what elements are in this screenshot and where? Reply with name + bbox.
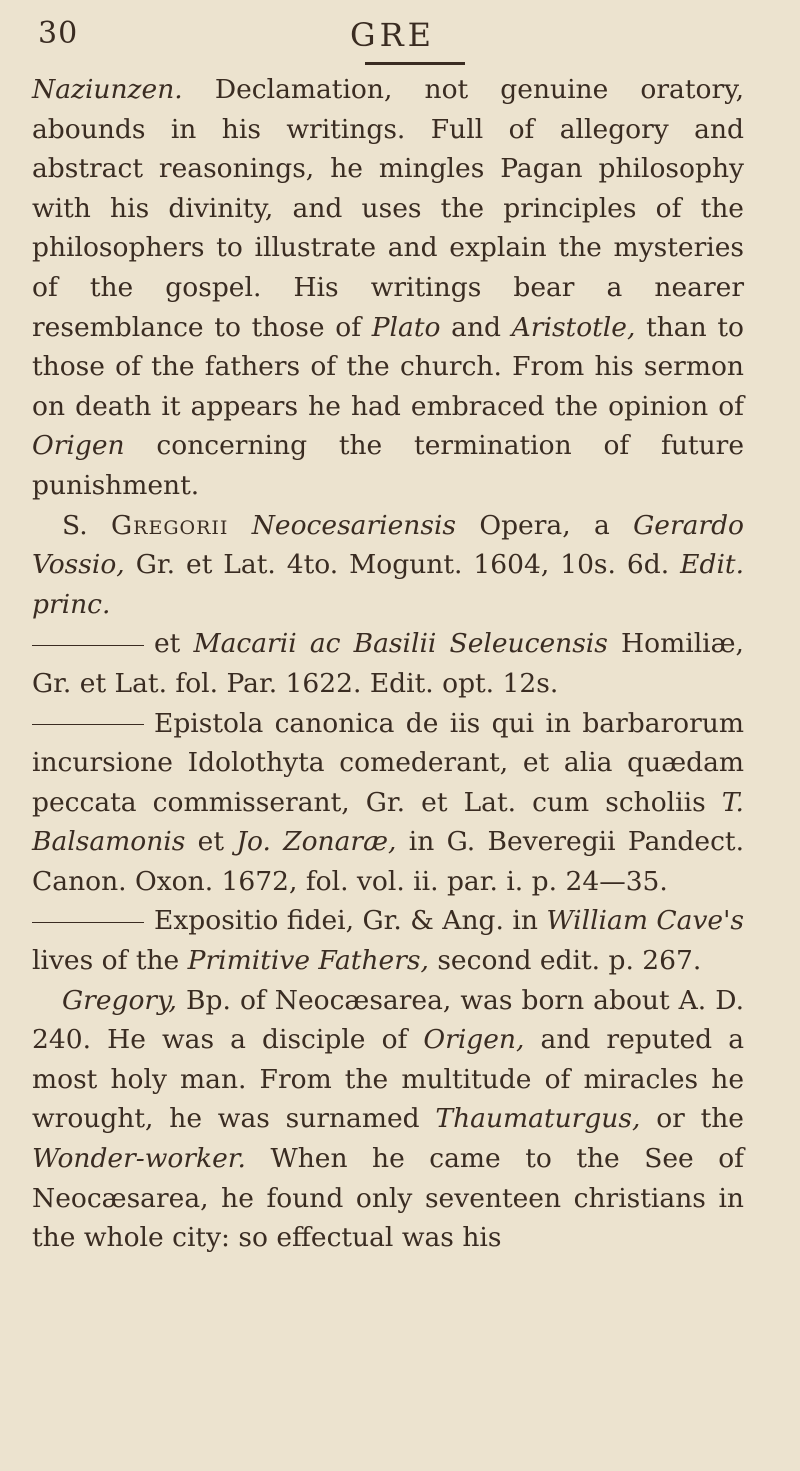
paragraph-p2 (32, 506, 744, 625)
text-segment: Gregorii (110, 509, 229, 541)
paragraph-p3 (32, 624, 744, 703)
page-header (32, 12, 744, 70)
text-segment: second edit. p. 267. (428, 945, 702, 977)
text-segment: T. Balsamonis (32, 786, 744, 858)
text-segment: Expositio fidei, Gr. & Ang. in (154, 905, 547, 937)
text-segment: When he came to the See of Neocæsarea, he found only seventeen christians in the whole city: so effectual was his (32, 1143, 744, 1254)
text-segment: William Cave's (546, 905, 745, 937)
ditto-dash (32, 645, 144, 646)
ditto-dash (32, 922, 144, 923)
running-title: GRE (350, 16, 436, 54)
text-segment: or the (640, 1103, 744, 1135)
text-segment: Plato (371, 311, 441, 343)
text-segment: et (154, 628, 194, 660)
ditto-dash (32, 724, 144, 725)
text-segment: lives of the (32, 945, 188, 977)
text-segment: Primitive Fathers, (187, 945, 429, 977)
text-segment: Aristotle, (511, 311, 636, 343)
text-segment: Declamation, not genuine oratory, abounds in his writings. Full of allegory and abstract reasonings, he mingles Pagan philosophy with his divinity, and uses the principles of the philosophers to illustrate and explain the mysteries of the gospel. His writings bear a nearer resemblance to those of (32, 74, 744, 343)
paragraph-p6 (32, 981, 744, 1258)
paragraph-p4 (32, 704, 744, 902)
text-segment: concerning the termination of future punishment. (32, 430, 744, 501)
text-segment: Gregory, (62, 984, 177, 1016)
text-segment: Origen (32, 430, 125, 462)
header-rule (365, 62, 465, 65)
body-text (32, 70, 744, 1258)
paragraph-p1 (32, 70, 744, 506)
text-segment: et (185, 826, 237, 858)
text-segment: and reputed a most holy man. From the multitude of miracles he wrought, he was surnamed (32, 1024, 744, 1135)
text-segment: Macarii ac Basilii Seleucensis (193, 628, 608, 660)
text-segment: and (440, 311, 512, 343)
text-segment: Neocesariensis (251, 509, 457, 541)
text-segment: S. (62, 509, 111, 541)
page-number: 30 (38, 16, 79, 51)
text-segment: than to those of the fathers of the church. From his sermon on death it appears he had embraced the opinion of (32, 311, 744, 422)
text-segment: Naziunzen. (32, 74, 183, 105)
text-segment: Epistola canonica de iis qui in barbarorum incursione Idolothyta comederant, et alia quædam peccata commisserant, Gr. et Lat. cum scholiis (32, 707, 744, 818)
text-segment: Thaumaturgus, (435, 1103, 641, 1135)
text-segment: Bp. of Neocæsarea, was born about A. D. 240. He was a disciple of (32, 984, 744, 1056)
text-segment: Homiliæ, Gr. et Lat. fol. Par. 1622. Edit. opt. 12s. (32, 628, 744, 699)
text-segment: Opera, a (456, 509, 634, 541)
text-segment: Jo. Zonaræ, (236, 826, 397, 858)
text-segment: Gr. et Lat. 4to. Mogunt. 1604, 10s. 6d. (124, 549, 681, 581)
text-segment: Gerardo Vossio, (32, 509, 744, 581)
text-segment: in G. Beveregii Pandect. Canon. Oxon. 1672, fol. vol. ii. par. i. p. 24—35. (32, 826, 744, 897)
text-segment: Origen, (423, 1024, 525, 1056)
text-segment (228, 510, 251, 541)
text-segment: Wonder-worker. (32, 1143, 246, 1175)
text-segment: Edit. princ. (32, 549, 744, 620)
paragraph-p5 (32, 901, 744, 980)
